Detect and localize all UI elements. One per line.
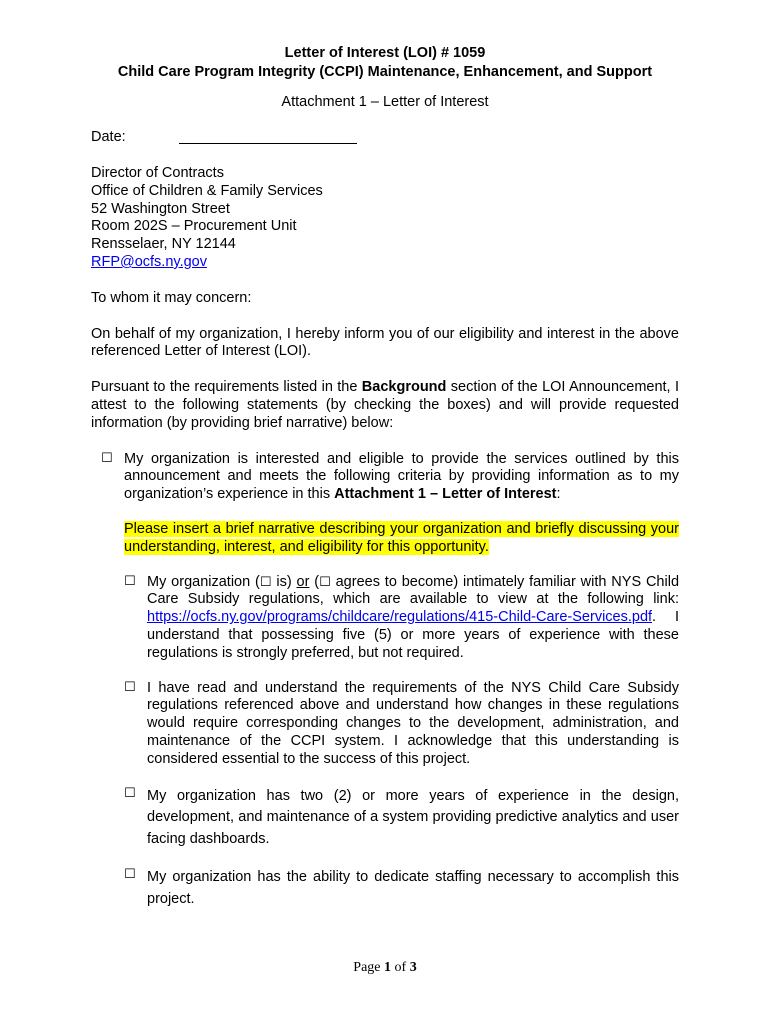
experience-text: My organization has two (2) or more years of experience in the design, development, and maintenance of a system providing predictive analytics and user facing dashboards. <box>147 787 679 847</box>
reg-text-1: My organization ( <box>147 573 260 590</box>
address-line-4: Room 202S – Procurement Unit <box>91 218 297 235</box>
document-subtitle: Attachment 1 – Letter of Interest <box>281 94 489 110</box>
page-number: 1 <box>384 960 392 975</box>
checkbox-is[interactable]: ☐ <box>259 574 272 590</box>
address-line-5: Rensselaer, NY 12144 <box>91 236 236 253</box>
checkbox-regulations[interactable]: ☐ <box>124 573 136 589</box>
checkbox-item-interest <box>91 451 679 504</box>
of-word: of <box>394 960 407 975</box>
intro-paragraph: On behalf of my organization, I hereby inform you of our eligibility and interest in the above referenced Letter of Interest (LOI). <box>91 325 679 360</box>
regulations-link[interactable]: https://ocfs.ny.gov/programs/childcare/regulations/415-Child-Care-Services.pdf <box>147 609 653 626</box>
page-footer <box>0 960 770 976</box>
highlighted-instruction: Please insert a brief narrative describing your organization and briefly discussing your understanding, interest, and eligibility for this opportunity. <box>124 520 679 555</box>
interest-text-end: : <box>556 486 561 503</box>
or-underlined: or <box>296 573 310 590</box>
email-link[interactable]: RFP@ocfs.ny.gov <box>91 253 207 270</box>
title-line-1: Letter of Interest (LOI) # 1059 <box>284 45 486 61</box>
address-line-1: Director of Contracts <box>91 165 224 181</box>
attachment-bold: Attachment 1 – Letter of Interest <box>334 486 557 503</box>
checkbox-agrees[interactable]: ☐ <box>319 574 331 590</box>
background-bold: Background <box>361 379 447 396</box>
page-total: 3 <box>409 960 417 975</box>
checkbox-item-regulations <box>124 574 679 663</box>
date-row <box>91 128 679 146</box>
document-page <box>91 44 679 910</box>
staffing-text: My organization has the ability to dedicate staffing necessary to accomplish this project. <box>147 869 679 907</box>
reg-text-5: . I understand that possessing five (5) or more years of experience with these regulations is strongly preferred, but not required. <box>147 609 679 661</box>
title-line-2: Child Care Program Integrity (CCPI) Maintenance, Enhancement, and Support <box>117 64 653 80</box>
attestation-text-2: section of the LOI Announcement, I attest to the following statements (by checking the boxes) and will provide requested information (by providing brief narrative) below: <box>91 379 679 431</box>
address-line-2: Office of Children & Family Services <box>91 182 323 199</box>
attestation-text-1: Pursuant to the requirements listed in the <box>91 379 362 396</box>
recipient-address <box>91 165 679 272</box>
salutation: To whom it may concern: <box>91 289 252 306</box>
interest-text <box>124 451 679 504</box>
checkbox-staffing[interactable]: ☐ <box>124 867 136 883</box>
page-word: Page <box>353 960 381 975</box>
checkbox-item-experience <box>124 786 679 851</box>
address-line-3: 52 Washington Street <box>91 200 230 217</box>
reg-text-2: is) <box>271 573 297 590</box>
checkbox-item-staffing <box>124 867 679 910</box>
understanding-text: I have read and understand the requirements of the NYS Child Care Subsidy regulations referenced above and understand how changes in these regulations would require corresponding changes to the development, administration, and maintenance of the CCPI system. I acknowledge that this understanding is considered essential to the success of this project. <box>147 679 679 767</box>
checkbox-interest[interactable]: ☐ <box>101 450 113 466</box>
checkbox-experience[interactable]: ☐ <box>124 785 136 801</box>
reg-text-4: agrees to become) intimately familiar with NYS Child Care Subsidy regulations, which are available to view at the following link: <box>147 573 680 608</box>
document-title <box>91 44 679 82</box>
date-label: Date: <box>91 129 126 145</box>
narrative-instruction <box>124 521 679 557</box>
attestation-paragraph <box>91 379 679 432</box>
regulations-text <box>147 574 679 663</box>
checkbox-understanding[interactable]: ☐ <box>124 679 136 695</box>
interest-text-main: My organization is interested and eligible to provide the services outlined by this announcement and meets the following criteria by providing information as to my organization’s experience in this <box>124 450 679 503</box>
reg-text-3: ( <box>309 573 320 590</box>
date-blank-line[interactable] <box>179 143 357 144</box>
checkbox-item-understanding <box>124 680 679 769</box>
